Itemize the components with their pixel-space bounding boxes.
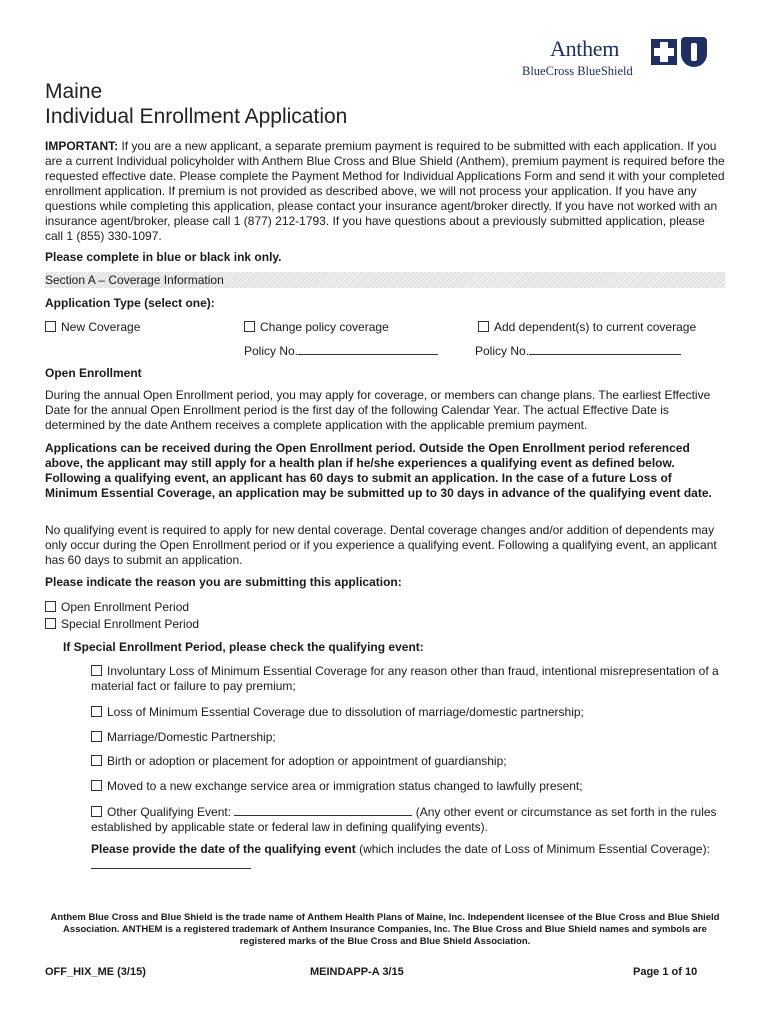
qualifying-date-text: (which includes the date of Loss of Minimum Essential Coverage): xyxy=(355,842,710,856)
new-coverage-checkbox[interactable] xyxy=(45,321,56,332)
event-involuntary-loss[interactable] xyxy=(91,664,725,694)
event-involuntary-loss-checkbox[interactable] xyxy=(91,665,102,676)
open-enrollment-label: Open Enrollment Period xyxy=(61,600,190,614)
open-enrollment-heading: Open Enrollment xyxy=(45,366,142,380)
trademark-note: Anthem Blue Cross and Blue Shield is the trade name of Anthem Health Plans of Maine, Inc. Independent licensee of the Blue Cross and Blue Shield Association. ANTHEM is a registered trademark of Anthem Insurance Companies, Inc. The Blue Cross and Blue Shield names and symbols are registered marks of the Blue Cross and Blue Shield Association. xyxy=(50,912,720,947)
event-involuntary-loss-label: Involuntary Loss of Minimum Essential Coverage for any reason other than fraud, intentional misrepresentation of a material fact or failure to pay premium; xyxy=(91,664,719,693)
qualifying-date-field[interactable] xyxy=(91,857,251,869)
event-moved-checkbox[interactable] xyxy=(91,780,102,791)
special-enrollment-option[interactable] xyxy=(45,617,199,632)
open-enrollment-text: During the annual Open Enrollment period, you may apply for coverage, or members can change plans. The earliest Effective Date for the annual Open Enrollment period is the first day of the following Calendar Year. The actual Effective Date is determined by the date Anthem receives a complete application with the applicable premium payment. xyxy=(45,388,711,432)
document-id: MEINDAPP-A 3/15 xyxy=(310,966,404,978)
brand-name: Anthem xyxy=(550,36,620,61)
qualifying-date-label: Please provide the date of the qualifying event xyxy=(91,842,356,856)
special-label: If Special Enrollment Period, please check the qualifying event: xyxy=(63,640,424,654)
change-coverage-checkbox[interactable] xyxy=(244,321,255,332)
event-moved-label: Moved to a new exchange service area or immigration status changed to lawfully present; xyxy=(107,779,583,793)
important-label: IMPORTANT: xyxy=(45,139,119,153)
event-birth-adoption-checkbox[interactable] xyxy=(91,755,102,766)
event-moved[interactable] xyxy=(91,779,583,794)
brand-subtitle: BlueCross BlueShield xyxy=(522,64,633,78)
page-number: Page 1 of 10 xyxy=(633,966,698,978)
event-dissolution[interactable] xyxy=(91,705,584,720)
dental-text: No qualifying event is required to apply for new dental coverage. Dental coverage changes and/or addition of dependents may only occur during the Open Enrollment period or if you experience a qualifying event. Following a qualifying event, an applicant has 60 days to submit an application. xyxy=(45,523,717,567)
policy-no-label-change: Policy No. xyxy=(244,344,299,358)
open-enrollment-checkbox[interactable] xyxy=(45,601,56,612)
add-dependent-checkbox[interactable] xyxy=(478,321,489,332)
event-dissolution-label: Loss of Minimum Essential Coverage due to dissolution of marriage/domestic partnership; xyxy=(107,705,584,719)
event-dissolution-checkbox[interactable] xyxy=(91,706,102,717)
policy-no-label-add: Policy No. xyxy=(475,344,530,358)
anthem-logo xyxy=(520,36,730,82)
ink-note: Please complete in blue or black ink only. xyxy=(45,250,282,264)
cross-icon xyxy=(651,39,677,65)
event-other-text: (Any other event or circumstance as set forth in the rules established by applicable state or federal law in defining qualifying events). xyxy=(91,805,717,834)
policy-no-change xyxy=(244,343,438,359)
application-type-label: Application Type (select one): xyxy=(45,296,215,310)
open-enrollment-option[interactable] xyxy=(45,600,189,615)
event-other[interactable] xyxy=(91,804,725,835)
change-coverage-option[interactable] xyxy=(244,320,389,335)
other-event-field[interactable] xyxy=(234,804,412,816)
special-enrollment-label: Special Enrollment Period xyxy=(61,617,200,631)
new-coverage-label: New Coverage xyxy=(61,320,141,334)
applications-bold-text: Applications can be received during the Open Enrollment period. Outside the Open Enrollment period referenced above, the applicant may still apply for a health plan if he/she experiences a qualifying event as defined below. Following a qualifying event, an applicant has 60 days to submit an application. In the case of a future Loss of Minimum Essential Coverage, an application may be submitted up to 30 days in advance of the qualifying event date. xyxy=(45,441,712,500)
page-title: Individual Enrollment Application xyxy=(45,105,348,128)
event-marriage-checkbox[interactable] xyxy=(91,731,102,742)
title-state: Maine xyxy=(45,80,103,103)
policy-no-change-field[interactable] xyxy=(298,343,438,355)
add-dependent-option[interactable] xyxy=(478,320,696,335)
special-enrollment-checkbox[interactable] xyxy=(45,618,56,629)
shield-icon xyxy=(681,37,707,67)
event-marriage[interactable] xyxy=(91,730,276,745)
policy-no-add xyxy=(475,343,681,359)
section-a-title: Section A – Coverage Information xyxy=(45,273,224,287)
policy-no-add-field[interactable] xyxy=(529,343,681,355)
important-text: If you are a new applicant, a separate premium payment is required to be submitted with each application. If you are a current Individual policyholder with Anthem Blue Cross and Blue Shield (Anthem), premium payment is required before the requested effective date. Please complete the Payment Method for Individual Applications Form and send it with your completed enrollment application. If premium is not provided as described above, we will not process your application. If you have any questions while completing this application, please contact your insurance agent/broker directly. If you have not worked with an insurance agent/broker, please call 1 (877) 212-1793. If you have questions about a previously submitted application, please call 1 (855) 330-1097. xyxy=(45,139,725,243)
important-paragraph xyxy=(45,139,725,244)
reason-label: Please indicate the reason you are submitting this application: xyxy=(45,575,402,589)
new-coverage-option[interactable] xyxy=(45,320,140,335)
add-dependent-label: Add dependent(s) to current coverage xyxy=(494,320,697,334)
event-marriage-label: Marriage/Domestic Partnership; xyxy=(107,730,276,744)
event-other-label: Other Qualifying Event: xyxy=(107,805,232,819)
event-birth-adoption[interactable] xyxy=(91,754,507,769)
change-coverage-label: Change policy coverage xyxy=(260,320,389,334)
form-code: OFF_HIX_ME (3/15) xyxy=(45,966,146,978)
event-other-checkbox[interactable] xyxy=(91,806,102,817)
event-birth-adoption-label: Birth or adoption or placement for adoption or appointment of guardianship; xyxy=(107,754,507,768)
qualifying-date xyxy=(91,842,725,873)
section-a-header xyxy=(45,272,725,288)
